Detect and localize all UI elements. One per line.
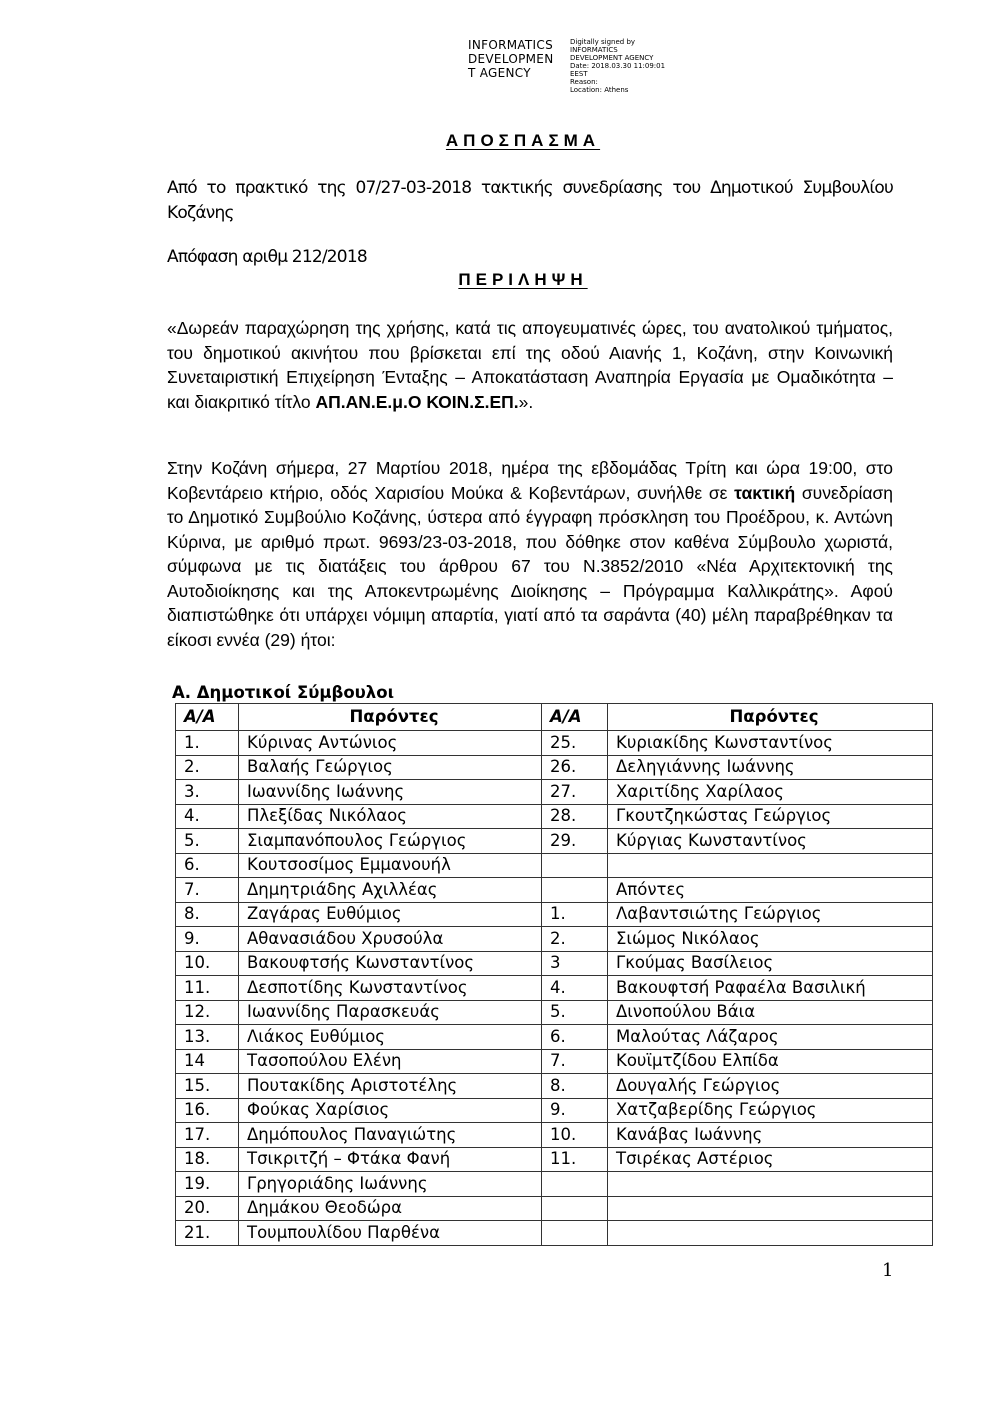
row-number-right: 4. [542, 976, 608, 1001]
member-name-left: Δεσποτίδης Κωνσταντίνος [239, 976, 542, 1001]
member-name-right: Κανάβας Ιωάννης [608, 1123, 933, 1148]
table-row [176, 829, 933, 854]
member-name-left: Γρηγοριάδης Ιωάννης [239, 1172, 542, 1197]
header-present-left: Παρόντες [239, 704, 542, 731]
member-name-right: Τσιρέκας Αστέριος [608, 1147, 933, 1172]
member-name-right: Δεληγιάννης Ιωάννης [608, 755, 933, 780]
signature-name: INFORMATICS DEVELOPMEN T AGENCY [468, 38, 554, 80]
member-name-right [608, 1196, 933, 1221]
row-number-right: 27. [542, 780, 608, 805]
row-number-left: 5. [176, 829, 239, 854]
row-number-right: 9. [542, 1098, 608, 1123]
table-row [176, 1196, 933, 1221]
row-number-left: 3. [176, 780, 239, 805]
row-number-right [542, 878, 608, 903]
row-number-right [542, 853, 608, 878]
row-number-left: 4. [176, 804, 239, 829]
row-number-right: 8. [542, 1074, 608, 1099]
table-row [176, 1147, 933, 1172]
member-name-right: Κυριακίδης Κωνσταντίνος [608, 731, 933, 756]
member-name-right: Δουγαλής Γεώργιος [608, 1074, 933, 1099]
row-number-left: 14 [176, 1049, 239, 1074]
table-row [176, 878, 933, 903]
member-name-left: Ζαγάρας Ευθύμιος [239, 902, 542, 927]
row-number-left: 10. [176, 951, 239, 976]
table-row [176, 853, 933, 878]
header-aa-left: Α/Α [176, 704, 239, 731]
member-name-left: Βαλαής Γεώργιος [239, 755, 542, 780]
row-number-left: 7. [176, 878, 239, 903]
row-number-right: 25. [542, 731, 608, 756]
row-number-left: 16. [176, 1098, 239, 1123]
member-name-right [608, 1172, 933, 1197]
member-name-left: Τασοπούλου Ελένη [239, 1049, 542, 1074]
signature-details: Digitally signed by INFORMATICS DEVELOPMENT AGENCY Date: 2018.03.30 11:09:01 EEST Reason: Location: Athens [570, 38, 666, 94]
row-number-right: 7. [542, 1049, 608, 1074]
member-name-right: Κύργιας Κωνσταντίνος [608, 829, 933, 854]
row-number-left: 20. [176, 1196, 239, 1221]
table-row [176, 780, 933, 805]
row-number-right: 2. [542, 927, 608, 952]
row-number-left: 11. [176, 976, 239, 1001]
table-row [176, 927, 933, 952]
row-number-right: 5. [542, 1000, 608, 1025]
row-number-right: 6. [542, 1025, 608, 1050]
row-number-right: 3 [542, 951, 608, 976]
row-number-right: 28. [542, 804, 608, 829]
table-row [176, 1123, 933, 1148]
table-row [176, 731, 933, 756]
member-name-left: Ιωαννίδης Παρασκευάς [239, 1000, 542, 1025]
table-row [176, 804, 933, 829]
row-number-left: 13. [176, 1025, 239, 1050]
member-name-right: Μαλούτας Λάζαρος [608, 1025, 933, 1050]
table-row [176, 1172, 933, 1197]
summary-paragraph: «Δωρεάν παραχώρηση της χρήσης, κατά τις απογευματινές ώρες, του ανατολικού τμήματος, του δημοτικού ακινήτου που βρίσκεται επί της οδού Αιανής 1, Κοζάνη, στην Κοινωνική Συνεταιριστική Επιχείρηση Ένταξης – Αποκατάσταση Αναπηρία Εργασία με Ομαδικότητα – και διακριτικό τίτλο ΑΠ.ΑΝ.Ε.μ.Ο ΚΟΙΝ.Σ.ΕΠ.». [167, 318, 893, 412]
row-number-right: 1. [542, 902, 608, 927]
member-name-left: Κουτσοσίμος Εμμανουήλ [239, 853, 542, 878]
row-number-left: 21. [176, 1221, 239, 1246]
member-name-right: Γκούμας Βασίλειος [608, 951, 933, 976]
member-name-left: Δημάκου Θεοδώρα [239, 1196, 542, 1221]
absent-header: Απόντες [608, 878, 933, 903]
table-row [176, 1098, 933, 1123]
member-name-left: Λιάκος Ευθύμιος [239, 1025, 542, 1050]
member-name-left: Αθανασιάδου Χρυσούλα [239, 927, 542, 952]
document-title: ΑΠΟΣΠΑΣΜΑ [445, 131, 601, 150]
member-name-left: Κύρινας Αντώνιος [239, 731, 542, 756]
digital-signature [468, 38, 680, 94]
member-name-right: Βακουφτσή Ραφαέλα Βασιλική [608, 976, 933, 1001]
row-number-right: 10. [542, 1123, 608, 1148]
row-number-right [542, 1221, 608, 1246]
member-name-left: Σιαμπανόπουλος Γεώργιος [239, 829, 542, 854]
decision-number: Απόφαση αριθμ 212/2018 [167, 247, 367, 267]
row-number-right [542, 1196, 608, 1221]
member-name-left: Πουτακίδης Αριστοτέλης [239, 1074, 542, 1099]
row-number-right: 11. [542, 1147, 608, 1172]
row-number-left: 17. [176, 1123, 239, 1148]
member-name-right: Σιώμος Νικόλαος [608, 927, 933, 952]
table-row [176, 1000, 933, 1025]
row-number-left: 1. [176, 731, 239, 756]
header-present-right: Παρόντες [608, 704, 933, 731]
row-number-left: 9. [176, 927, 239, 952]
table-row [176, 976, 933, 1001]
row-number-right: 29. [542, 829, 608, 854]
table-row [176, 1221, 933, 1246]
row-number-left: 6. [176, 853, 239, 878]
row-number-right [542, 1172, 608, 1197]
row-number-right: 26. [542, 755, 608, 780]
member-name-left: Πλεξίδας Νικόλαος [239, 804, 542, 829]
member-name-left: Βακουφτσής Κωνσταντίνος [239, 951, 542, 976]
row-number-left: 12. [176, 1000, 239, 1025]
member-name-left: Ιωαννίδης Ιωάννης [239, 780, 542, 805]
section-title: Α. Δημοτικοί Σύμβουλοι [172, 683, 395, 702]
member-name-right [608, 853, 933, 878]
member-name-left: Φούκας Χαρίσιος [239, 1098, 542, 1123]
member-name-right: Χαριτίδης Χαρίλαος [608, 780, 933, 805]
page-number: 1 [882, 1260, 894, 1281]
table-row [176, 951, 933, 976]
row-number-left: 18. [176, 1147, 239, 1172]
member-name-left: Τουμπουλίδου Παρθένα [239, 1221, 542, 1246]
source-minutes-text: Από το πρακτικό της 07/27-03-2018 τακτικής συνεδρίασης του Δημοτικού Συμβουλίου Κοζάνης [167, 178, 893, 223]
header-aa-right: Α/Α [542, 704, 608, 731]
member-name-left: Δημόπουλος Παναγιώτης [239, 1123, 542, 1148]
table-row [176, 1074, 933, 1099]
member-name-right: Δινοπούλου Βάια [608, 1000, 933, 1025]
member-name-right: Γκουτζηκώστας Γεώργιος [608, 804, 933, 829]
member-name-right [608, 1221, 933, 1246]
row-number-left: 2. [176, 755, 239, 780]
table-row [176, 755, 933, 780]
organization-acronym: ΑΠ.ΑΝ.Ε.μ.Ο ΚΟΙΝ.Σ.ΕΠ. [315, 391, 519, 412]
row-number-left: 19. [176, 1172, 239, 1197]
member-name-left: Δημητριάδης Αχιλλέας [239, 878, 542, 903]
table-header-row [176, 704, 933, 731]
member-name-right: Λαβαντσιώτης Γεώργιος [608, 902, 933, 927]
meeting-body-paragraph: Στην Κοζάνη σήμερα, 27 Μαρτίου 2018, ημέρα της εβδομάδας Τρίτη και ώρα 19:00, στο Κοβεντάρειο κτήριο, οδός Χαρισίου Μούκα & Κοβεντάρων, συνήλθε σε τακτική συνεδρίαση το Δημοτικό Συμβούλιο Κοζάνης, ύστερα από έγγραφη πρόσκληση του Προέδρου, κ. Αντώνη Κύρινα, με αριθμό πρωτ. 9693/23-03-2018, που δόθηκε στον καθένα Σύμβουλο χωριστά, σύμφωνα με τις διατάξεις του άρθρου 67 του Ν.3852/2010 «Νέα Αρχιτεκτονική της Αυτοδιοίκησης και της Αποκεντρωμένης Διοίκησης – Πρόγραμμα Καλλικράτης». Αφού διαπιστώθηκε ότι υπάρχει νόμιμη απαρτία, γιατί από τα σαράντα (40) μέλη παραβρέθηκαν τα είκοσι εννέα (29) ήτοι: [167, 458, 894, 650]
member-name-left: Τσικριτζή – Φτάκα Φανή [239, 1147, 542, 1172]
row-number-left: 15. [176, 1074, 239, 1099]
meeting-type: τακτική [734, 482, 796, 503]
table-row [176, 1049, 933, 1074]
table-row [176, 1025, 933, 1050]
member-name-right: Κουϊμτζίδου Ελπίδα [608, 1049, 933, 1074]
member-name-right: Χατζαβερίδης Γεώργιος [608, 1098, 933, 1123]
row-number-left: 8. [176, 902, 239, 927]
attendance-table [175, 703, 933, 1246]
table-row [176, 902, 933, 927]
summary-title: ΠΕΡΙΛΗΨΗ [458, 270, 588, 289]
